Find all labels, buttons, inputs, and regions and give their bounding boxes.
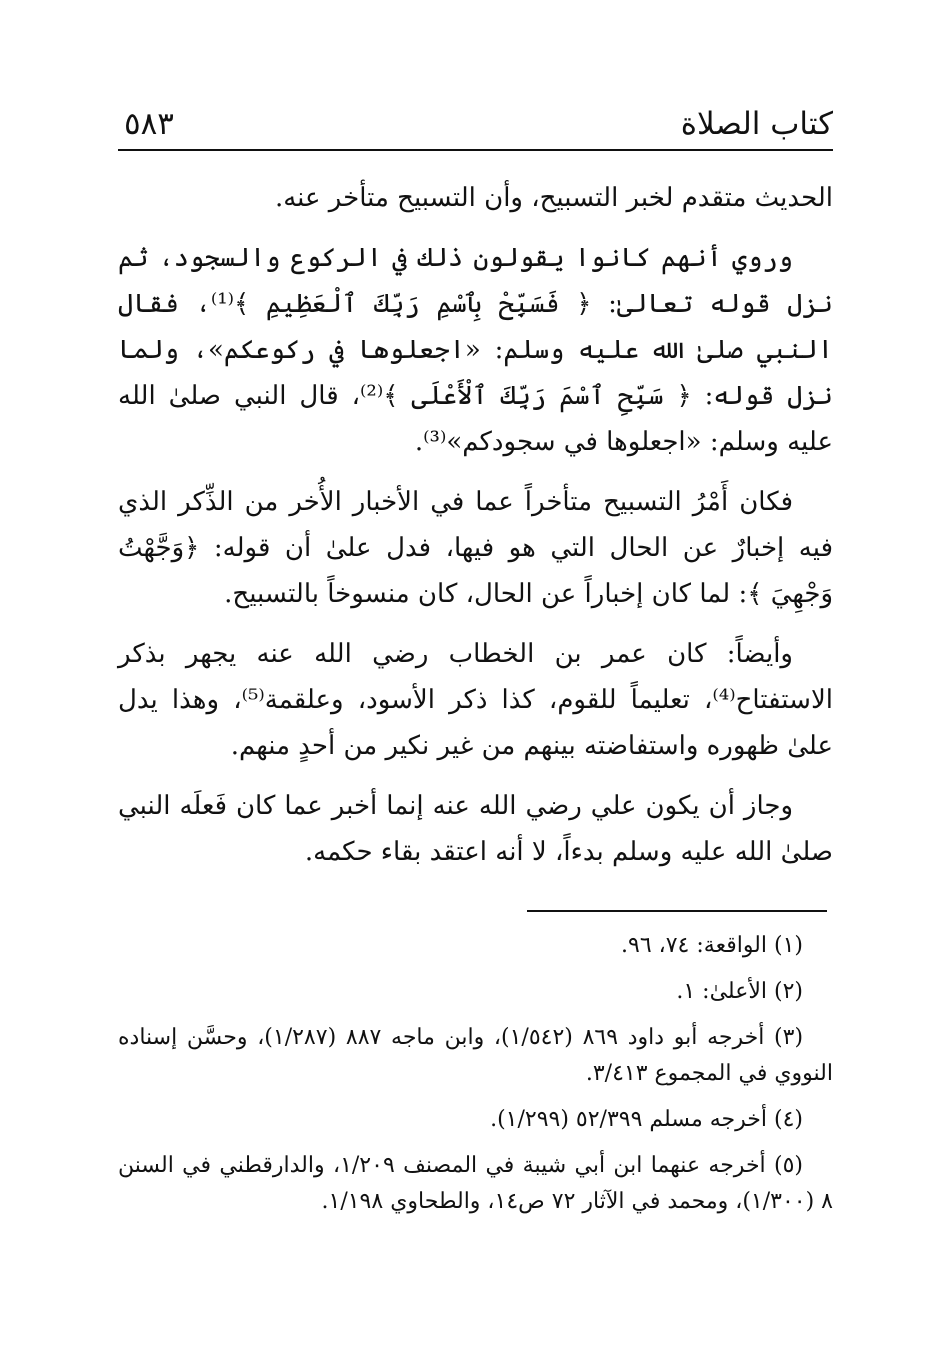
footnote: (٤) أخرجه مسلم ٥٢/٣٩٩ (١/٢٩٩). [490,1107,803,1132]
footnote-separator [527,910,827,912]
paragraph: وأيضاً: كان عمر بن الخطاب رضي الله عنه يجهر بذكر الاستفتاح⁽⁴⁾، تعليماً للقوم، كذا ذكر الأسود، وعلقمة⁽⁵⁾، وهذا يدل علىٰ ظهوره واستفاضته بينهم من غير نكير من أحدٍ منهم. [118,639,833,761]
header-rule [118,149,833,151]
page-header [118,100,833,148]
paragraph: وجاز أن يكون علي رضي الله عنه إنما أخبر عما كان فَعلَه النبي صلىٰ الله عليه وسلم بدءاً، لا أنه اعتقد بقاء حكمه. [118,791,833,867]
paragraph: فكان أَمْرُ التسبيح متأخراً عما في الأخبار الأُخر من الذِّكر الذي فيه إخبارٌ عن الحال التي هو فيها، فدل علىٰ أن قوله: ﴿وَجَّهْتُ وَجْهِيَ ﴾: لما كان إخباراً عن الحال، كان منسوخاً بالتسبيح. [118,487,833,609]
footnotes [118,928,833,1230]
chapter-title: كتاب الصلاة [680,106,833,142]
main-text [118,175,833,889]
footnote: (٢) الأعلىٰ: ١. [676,979,803,1004]
footnote: (٥) أخرجه عنهما ابن أبي شيبة في المصنف ١/٢٠٩، والدارقطني في السنن ٨ (١/٣٠٠)، ومحمد في الآثار ٧٢ ص١٤، والطحاوي ١/١٩٨. [118,1153,833,1214]
paragraph: وروي أنهم كانوا يقولون ذلك في الركوع والسجود، ثم نزل قوله تعالىٰ: ﴿ فَسَبِّحْ بِٱسْمِ رَبِّكَ ٱلْعَظِيمِ ﴾⁽¹⁾، فقال النبي صلىٰ الله عليه وسلم: «اجعلوها في ركوعكم»، ولما نزل قوله: ﴿ سَبِّحِ ٱسْمَ رَبِّكَ ٱلْأَعْلَى ﴾⁽²⁾، قال النبي صلىٰ الله عليه وسلم: «اجعلوها في سجودكم»⁽³⁾. [118,243,834,457]
page-number: ٥٨٣ [124,106,174,142]
footnote: (١) الواقعة: ٧٤، ٩٦. [621,933,803,958]
paragraph: الحديث متقدم لخبر التسبيح، وأن التسبيح متأخر عنه. [274,183,833,213]
footnote: (٣) أخرجه أبو داود ٨٦٩ (١/٥٤٢)، وابن ماجه ٨٨٧ (١/٢٨٧)، وحسَّن إسناده النووي في المجموع ٣/٤١٣. [118,1025,833,1086]
